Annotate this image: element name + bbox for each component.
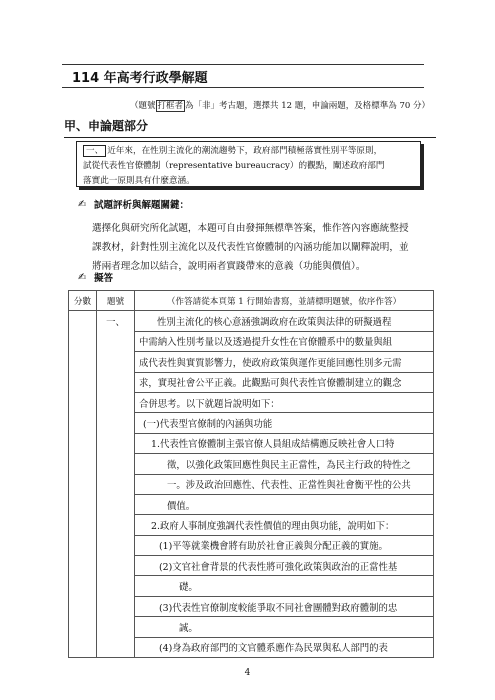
answer-table: [68, 290, 434, 658]
note-boxed-text: 打框者: [157, 101, 184, 111]
answer-line: 1.代表性官僚體制主張官僚人員組成結構應反映社會人口特: [135, 433, 434, 453]
answer-line: 中需納入性別考量以及透過提升女性在官僚體系中的數量與組: [135, 331, 434, 351]
note-after: 為「非」考古題，選擇共 12 題，申論兩題，及格標準為 70 分）: [185, 101, 430, 111]
answer-line: (1)平等就業機會將有助於社會正義與分配正義的實施。: [135, 535, 434, 555]
question-box: [76, 141, 421, 187]
table-row: [69, 311, 434, 331]
answer-line: 性別主流化的核心意涵強調政府在政策與法律的研擬過程: [135, 311, 434, 331]
score-cell: [69, 311, 97, 658]
score-header: 分數: [69, 291, 97, 311]
answer-line: 成代表性與實質影響力，使政府政策與運作更能回應性別多元需: [135, 352, 434, 372]
page-title-text: 114 年高考行政學解題: [72, 70, 208, 86]
question-line: 落實此一原則具有什麼意涵。: [83, 176, 195, 186]
exam-note: [130, 99, 450, 111]
answer-line: 誠。: [135, 617, 434, 637]
answer-table-header-row: [69, 291, 434, 311]
question-no-cell: 一、: [97, 311, 135, 658]
instructions-header: （作答請從本頁第 1 行開始書寫，並請標明題號，依序作答）: [135, 291, 434, 311]
answer-line: 2.政府人事制度強調代表性價值的理由與功能，說明如下：: [135, 515, 434, 535]
pen-icon: ✍: [78, 271, 87, 283]
question-no-header: 題號: [97, 291, 135, 311]
analysis-line: 將兩者理念加以結合，說明兩者實踐帶來的意義（功能與價值）。: [92, 261, 366, 272]
question-line: 一、 近年來，在性別主流化的潮流趨勢下，政府部門積極落實性別平等原則，: [83, 144, 420, 159]
note-before: （題號: [130, 101, 156, 111]
answer-line: (4)身為政府部門的文官體系應作為民眾與私人部門的表: [135, 637, 434, 657]
answer-line: 礎。: [135, 576, 434, 596]
answer-line: (3)代表性官僚制度較能爭取不同社會團體對政府體制的忠: [135, 596, 434, 616]
analysis-heading: [78, 197, 189, 211]
page-title: [62, 64, 424, 88]
answer-line: (一)代表型官僚制的內涵與功能: [135, 413, 434, 433]
section-title: 甲、申論題部分: [64, 117, 436, 138]
pen-icon: ✍: [78, 198, 87, 210]
answer-line: 求，實現社會公平正義。此觀點可與代表性官僚體制建立的觀念: [135, 372, 434, 392]
answer-line: 徵，以強化政策回應性與民主正當性，為民主行政的特性之: [135, 454, 434, 474]
question-number: 一、: [83, 145, 106, 157]
answer-line: 價值。: [135, 494, 434, 514]
answer-line: 一。涉及政治回應性、代表性、正當性與社會衡平性的公共: [135, 474, 434, 494]
answer-line: 合併思考。以下就題旨說明如下：: [135, 392, 434, 412]
analysis-line: 課教材，針對性別主流化以及代表性官僚體制的內涵功能加以闡釋說明，並: [92, 242, 409, 253]
question-line: 試從代表性官僚體制（representative bureaucracy）的觀點，闡述政府部門: [83, 161, 385, 171]
answer-heading-text: 擬答: [94, 273, 114, 284]
page-number: 4: [244, 668, 251, 678]
answer-line: (2)文官社會背景的代表性將可強化政策與政治的正當性基: [135, 556, 434, 576]
analysis-line: 選擇化與研究所化試題，本題可自由發揮無標準答案，惟作答內容應統整授: [92, 223, 409, 234]
analysis-paragraph: [92, 219, 432, 276]
analysis-heading-text: 試題評析與解題關鍵：: [94, 200, 190, 211]
answer-heading: [78, 270, 113, 284]
